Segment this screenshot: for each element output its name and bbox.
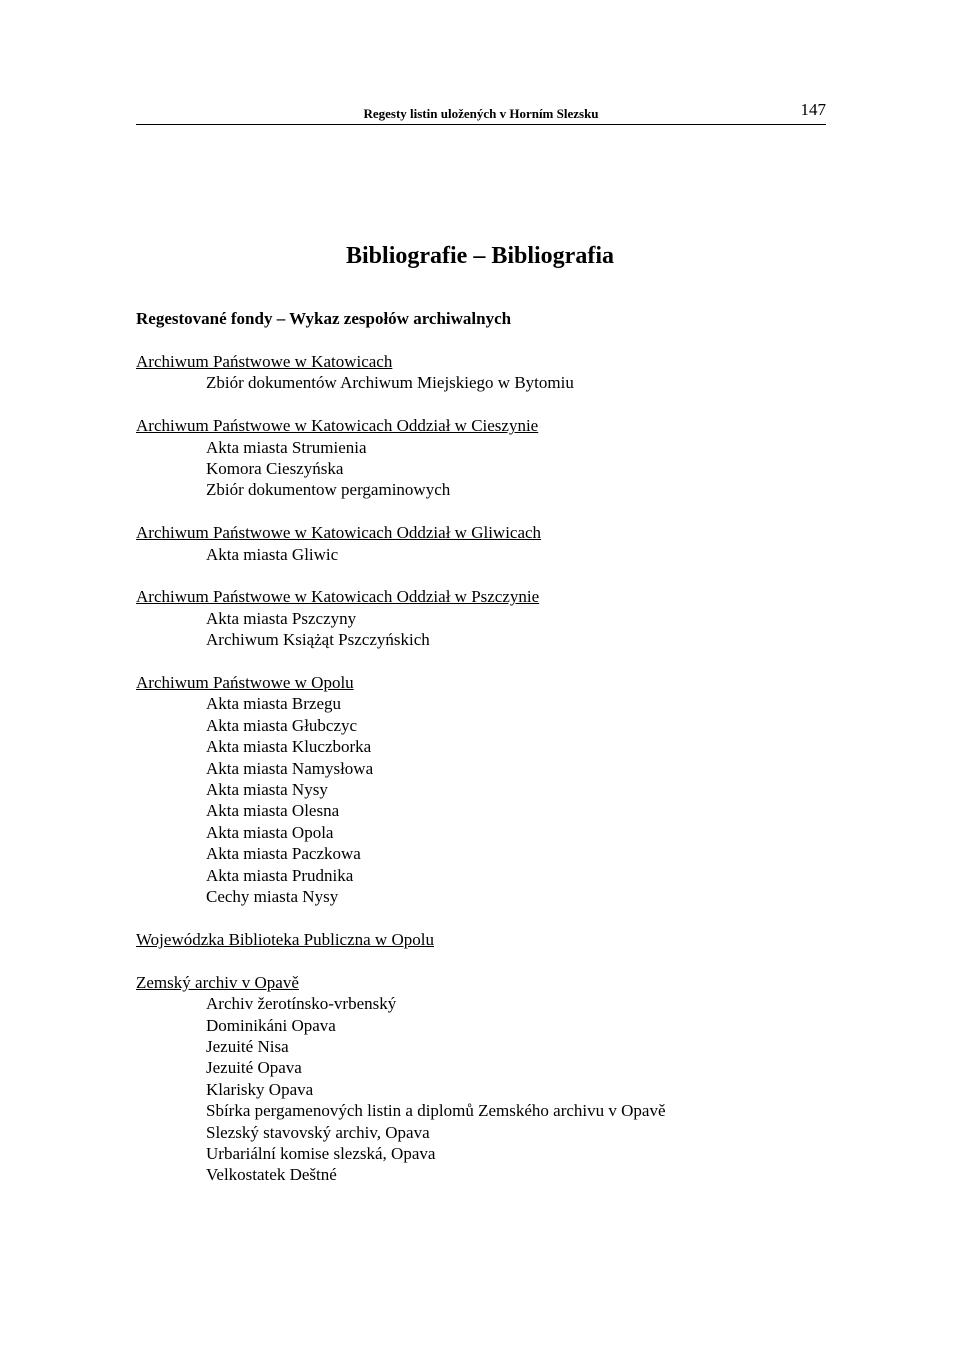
fond-item: Akta miasta Prudnika xyxy=(206,865,354,885)
archive-group xyxy=(136,522,836,565)
fond-item: Akta miasta Opola xyxy=(206,822,334,842)
fond-item: Akta miasta Namysłowa xyxy=(206,758,374,778)
fond-item: Zbiór dokumentow pergaminowych xyxy=(206,480,451,500)
fond-item: Akta miasta Brzegu xyxy=(206,694,342,714)
fond-item: Akta miasta Kluczborka xyxy=(206,737,372,757)
page-title: Bibliografie – Bibliografia xyxy=(346,243,614,269)
fond-item: Jezuité Nisa xyxy=(206,1036,289,1056)
archive-group xyxy=(136,415,836,501)
fond-item: Urbariální komise slezská, Opava xyxy=(206,1143,436,1163)
fond-item: Archiv žerotínsko-vrbenský xyxy=(206,994,397,1014)
fond-item: Akta miasta Gliwic xyxy=(206,544,339,564)
archive-group xyxy=(136,929,836,950)
archive-name: Wojewódzka Biblioteka Publiczna w Opolu xyxy=(136,929,434,949)
section-subtitle: Regestované fondy – Wykaz zespołów archiwalnych xyxy=(136,309,512,328)
archive-group xyxy=(136,972,836,1186)
fond-item: Akta miasta Olesna xyxy=(206,801,340,821)
fond-item: Cechy miasta Nysy xyxy=(206,887,339,907)
page-number: 147 xyxy=(800,100,826,119)
fond-item: Akta miasta Głubczyc xyxy=(206,715,358,735)
fond-item: Komora Cieszyńska xyxy=(206,459,344,479)
fond-item: Archiwum Książąt Pszczyńskich xyxy=(206,630,430,650)
archive-name: Archiwum Państwowe w Katowicach Oddział w Cieszynie xyxy=(136,416,539,436)
fond-item: Akta miasta Nysy xyxy=(206,780,328,800)
archive-name: Archiwum Państwowe w Katowicach Oddział w Gliwicach xyxy=(136,523,542,543)
archive-name: Archiwum Państwowe w Katowicach xyxy=(136,352,393,371)
fond-item: Jezuité Opava xyxy=(206,1058,302,1078)
archive-group xyxy=(136,586,836,650)
archive-name: Archiwum Państwowe w Opolu xyxy=(136,673,354,693)
fond-item: Dominikáni Opava xyxy=(206,1015,336,1035)
fond-item: Slezský stavovský archiv, Opava xyxy=(206,1122,430,1142)
archive-name: Archiwum Państwowe w Katowicach Oddział w Pszczynie xyxy=(136,587,540,607)
fond-item: Zbiór dokumentów Archiwum Miejskiego w Bytomiu xyxy=(206,373,574,393)
archive-group xyxy=(136,351,836,394)
page-header xyxy=(136,100,826,125)
archive-list xyxy=(136,351,836,1207)
fond-item: Akta miasta Paczkowa xyxy=(206,844,361,864)
fond-item: Akta miasta Pszczyny xyxy=(206,608,357,628)
fond-item: Sbírka pergamenových listin a diplomů Zemského archivu v Opavě xyxy=(206,1101,666,1121)
archive-group xyxy=(136,672,836,907)
running-title: Regesty listin uložených v Horním Slezsku xyxy=(363,106,599,121)
fond-item: Velkostatek Deštné xyxy=(206,1165,337,1185)
fond-item: Akta miasta Strumienia xyxy=(206,437,367,457)
archive-name: Zemský archiv v Opavě xyxy=(136,972,299,992)
fond-item: Klarisky Opava xyxy=(206,1079,314,1099)
